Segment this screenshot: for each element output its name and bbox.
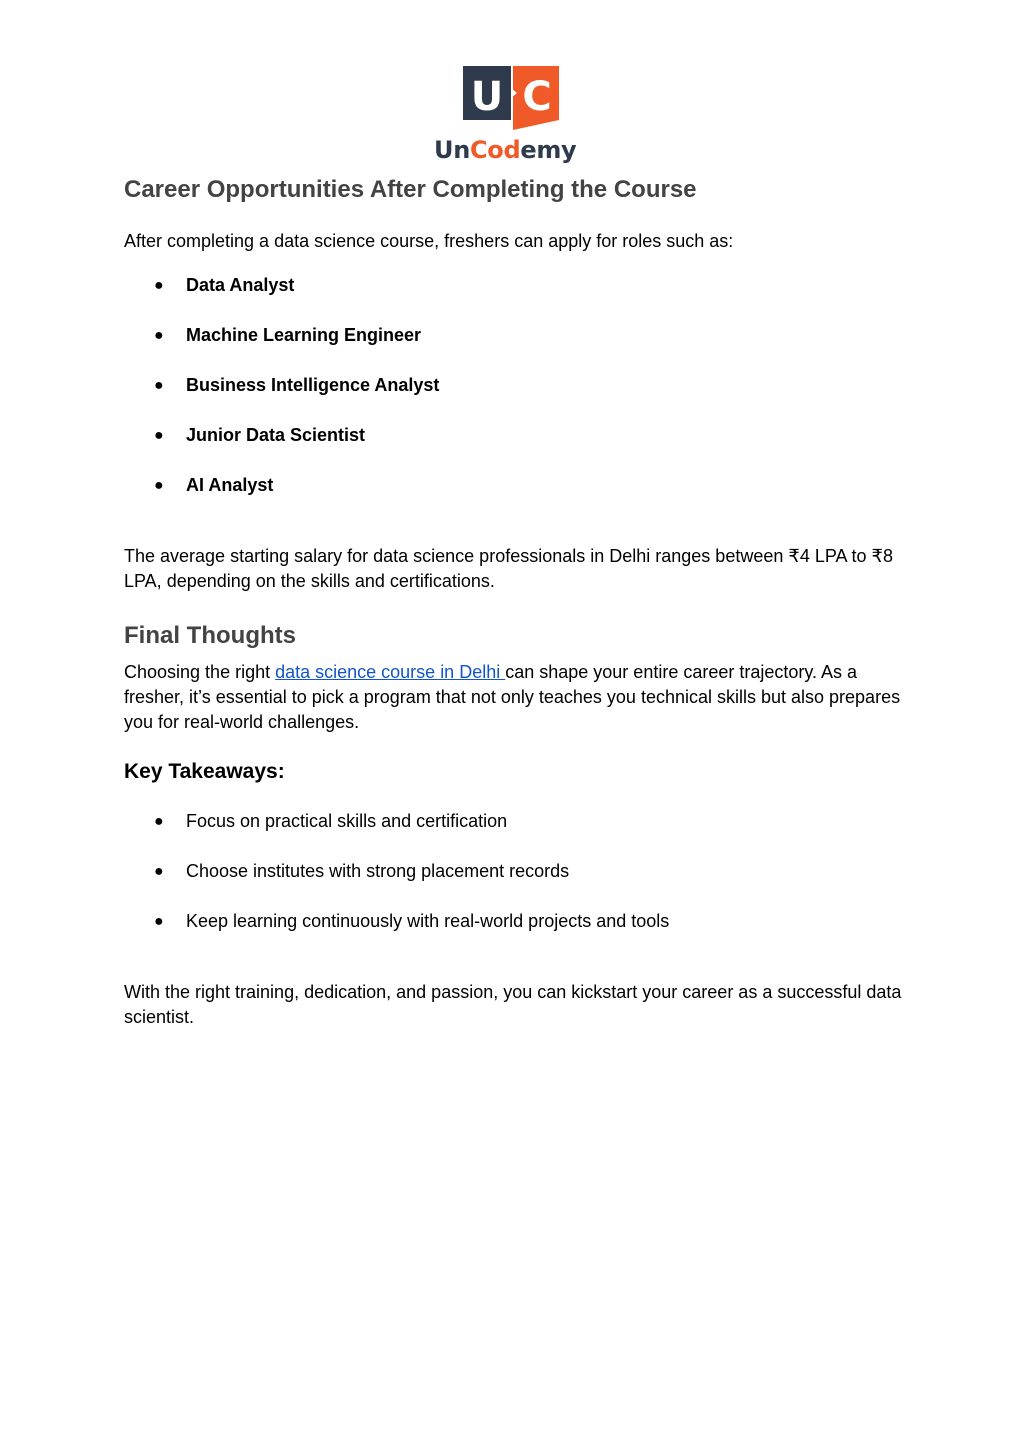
- final-thoughts-paragraph: Choosing the right data science course in Delhi can shape your entire career trajectory. As a fresher, it’s essential to pick a program that not only teaches you technical skills but also prepares you for real-world challenges.: [124, 662, 901, 732]
- list-item: ● Focus on practical skills and certification: [154, 811, 508, 831]
- key-takeaways-heading: Key Takeaways:: [124, 760, 285, 783]
- final-thoughts-heading: Final Thoughts: [124, 622, 296, 649]
- logo-wordmark: UnCodemy: [434, 136, 577, 164]
- salary-paragraph: The average starting salary for data science professionals in Delhi ranges between ₹4 LPA to ₹8 LPA, depending on the skills and certifications.: [124, 546, 893, 591]
- career-intro: After completing a data science course, freshers can apply for roles such as:: [124, 231, 734, 251]
- list-item: ● Machine Learning Engineer: [154, 325, 422, 345]
- course-link[interactable]: data science course in Delhi: [275, 662, 506, 682]
- logo-letter-u: U: [470, 74, 504, 120]
- list-item: ● Junior Data Scientist: [154, 425, 366, 445]
- list-item: ● Keep learning continuously with real-world projects and tools: [154, 911, 670, 931]
- logo-letter-c: C: [522, 74, 552, 120]
- uncodemy-logo: [431, 66, 591, 166]
- list-item: ● AI Analyst: [154, 475, 274, 495]
- logo-mark-icon: [431, 66, 561, 132]
- takeaways-list: [124, 809, 669, 959]
- roles-list: [124, 273, 439, 523]
- list-item: ● Business Intelligence Analyst: [154, 375, 440, 395]
- career-heading: Career Opportunities After Completing the Course: [124, 176, 697, 203]
- list-item: ● Choose institutes with strong placement records: [154, 861, 570, 881]
- closing-paragraph: With the right training, dedication, and passion, you can kickstart your career as a successful data scientist.: [124, 982, 902, 1027]
- list-item: ● Data Analyst: [154, 275, 295, 295]
